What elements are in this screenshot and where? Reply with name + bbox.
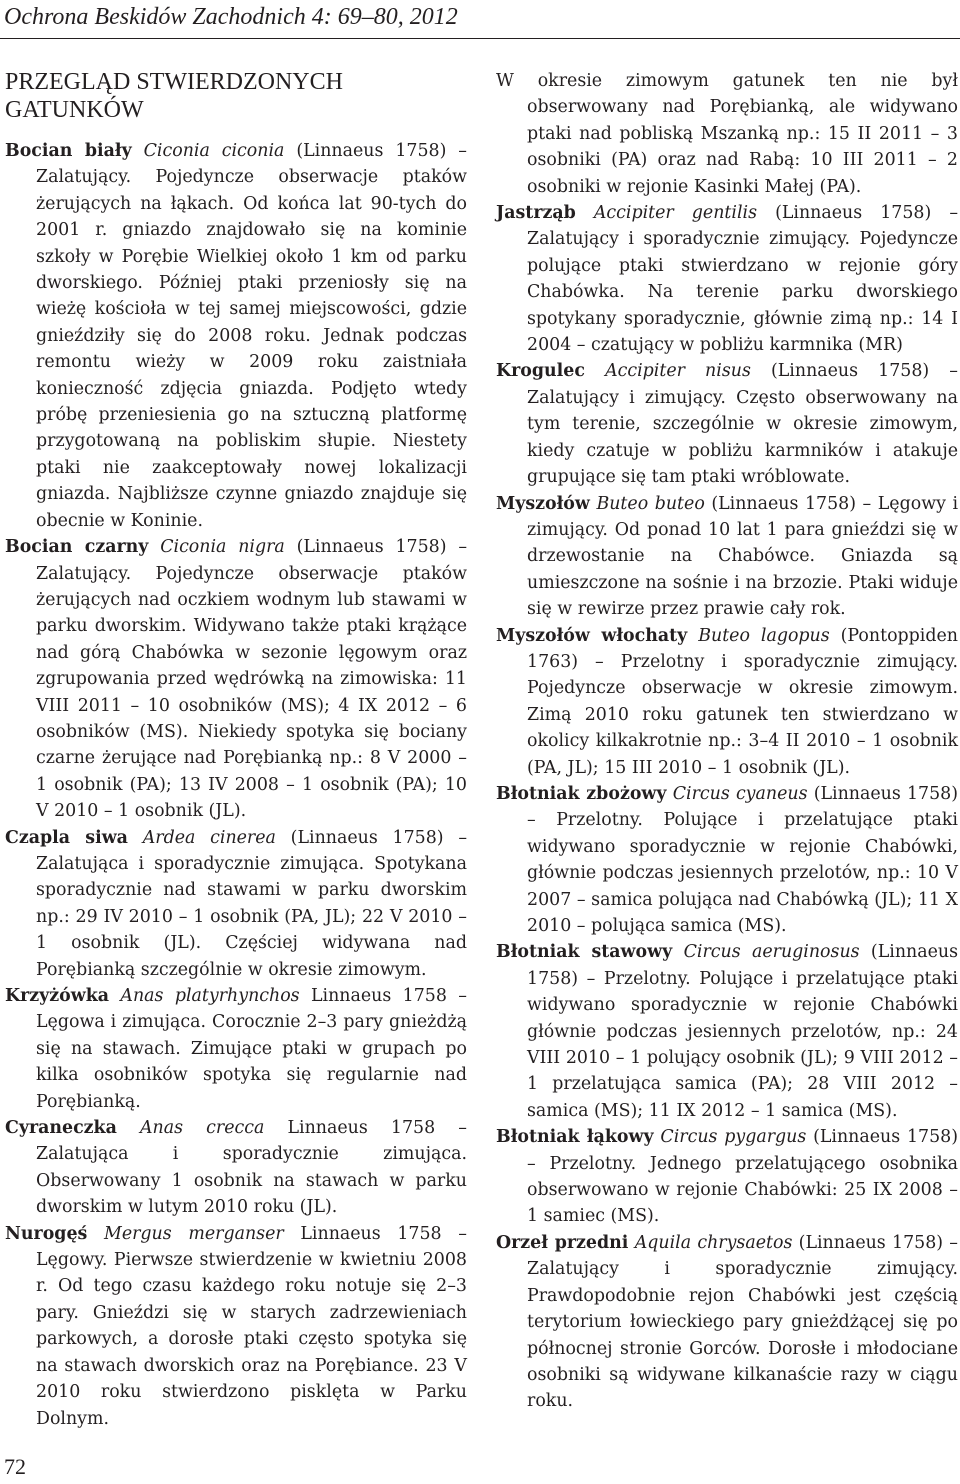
species-description: Linnaeus 1758 – Zalatująca i sporadycznie zimująca. Obserwowany 1 osobnik na stawach w parku dworskim w lutym 2010 roku (JL). — [36, 1118, 467, 1218]
species-latin-name: Buteo buteo — [596, 493, 705, 514]
species-description: (Linnaeus 1758) – Zalatujący i sporadycznie zimujący. Pojedyncze polujące ptaki stwierdzano w rejonie góry Chabówka. Na terenie parku dworskiego spotykany sporadycznie, głównie zimą np.: 14 I 2004 – czatujący w pobliżu karmnika (MR) — [527, 203, 959, 356]
section-title: PRZEGLĄD STWIERDZONYCH GATUNKÓW — [5, 69, 343, 123]
species-common-name: Błotniak łąkowy — [496, 1127, 654, 1148]
species-common-name: Bocian biały — [5, 141, 132, 161]
species-description: Linnaeus 1758 – Lęgowa i zimująca. Corocznie 2–3 pary gnieżdżą się na stawach. Zimujące ptaki w grupach po kilka osobników spotyka się regularnie nad Porębianką. — [36, 986, 467, 1112]
species-entry — [5, 138, 467, 534]
species-description: (Linnaeus 1758) – Zalatujący. Pojedyncze obserwacje ptaków żerujących nad oczkiem wodnym lub stawami w parku dworskim. Widywano także ptaki krążące nad górą Chabówka w sezonie lęgowym oraz zgrupowania przed wędrówką na zimowiska: 11 VIII 2011 – 10 osobników (MS); 4 IX 2012 – 6 osobników (MS). Niekiedy spotyka się bociany czarne żerujące nad Porębianką np.: 8 V 2000 – 1 osobnik (PA); 13 IV 2008 – 1 osobnik (PA); 10 V 2010 – 1 osobnik (JL). — [36, 537, 468, 822]
species-latin-name: Accipiter nisus — [605, 361, 751, 382]
species-latin-name: Ardea cinerea — [142, 827, 276, 848]
species-entry — [496, 200, 958, 358]
species-common-name: Myszołów — [496, 493, 590, 514]
species-description: (Linnaeus 1758) – Zalatujący. Pojedyncze obserwacje ptaków żerujących na łąkach. Od końca lat 90-tych do 2001 r. gniazdo znajdowało się na kominie szkoły w Porębie Wielkiej około 1 km od parku dworskiego. Później ptaki przeniosły się na wieżę kościoła w tej samej miejscowości, gdzie gnieździły się do 2008 roku. Jednak podczas remontu wieży w 2009 roku zaistniała konieczność zdjęcia gniazda. Podjęto wtedy próbę przeniesienia go na sztuczną platformę przygotowaną na pobliskim słupie. Niestety ptaki nie zaakceptowały nowej lokalizacji gniazda. Najbliższe czynne gniazdo znajduje się obecnie w Koninie. — [36, 141, 467, 531]
species-description: (Linnaeus 1758) – Przelotny. Polujące i przelatujące ptaki widywano sporadycznie w rejonie Chabówki głównie podczas jesiennych przelotów, np.: 24 VIII 2010 – 1 polujący osobnik (JL); 9 VIII 2012 – 1 przelatująca samica (PA); 28 VIII 2012 – samica (MS); 11 IX 2012 – 1 samica (MS). — [527, 942, 959, 1121]
species-common-name: Błotniak stawowy — [496, 942, 673, 963]
species-description: (Linnaeus 1758) – Zalatujący i zimujący. Często obserwowany na tym terenie, szczególnie w okresie zimowym, kiedy czatuje w pobliżu karmników i atakuje grupujące się tam ptaki wróblowate. — [527, 361, 959, 488]
species-entry — [496, 1124, 958, 1230]
species-entry — [5, 825, 467, 983]
species-description: (Linnaeus 1758) – Lęgowy i zimujący. Od ponad 10 lat 1 para gnieździ się w drzewostanie na Chabówce. Gniazda są umieszczone na sośnie i na brzozie. Ptaki widuje się w rewirze przez prawie cały rok. — [527, 493, 959, 620]
species-latin-name: Circus aeruginosus — [683, 942, 860, 963]
species-common-name: Krogulec — [496, 361, 585, 382]
species-latin-name: Ciconia ciconia — [143, 141, 285, 161]
species-latin-name: Ciconia nigra — [160, 537, 285, 558]
header-rule — [0, 38, 960, 39]
species-entry — [496, 358, 958, 490]
species-description: (Pontoppiden 1763) – Przelotny i sporadycznie zimujący. Pojedyncze obserwacje w okresie zimowym. Zimą 2010 roku gatunek ten stwierdzano w okolicy kilkakrotnie np.: 3–4 II 2010 – 1 osobnik (PA, JL); 15 III 2010 – 1 osobnik (JL). — [527, 625, 958, 778]
species-entry — [496, 781, 958, 939]
species-common-name: Jastrząb — [496, 203, 576, 224]
species-description: (Linnaeus 1758) – Przelotny. Polujące i przelatujące ptaki widywano sporadycznie w rejonie Chabówki, głównie podczas jesiennych przelotów, np.: 10 V 2007 – samica polująca nad Chabówką (JL); 11 X 2010 – polująca samica (MS). — [527, 783, 959, 936]
species-description: Linnaeus 1758 – Lęgowy. Pierwsze stwierdzenie w kwietniu 2008 r. Od tego czasu każdego roku notuje się 2–3 pary. Gnieździ się w starych zadrzewieniach parkowych, a dorosłe ptaki często spotyka się na stawach dworskich oraz na Porębiance. 23 V 2010 roku stwierdzono pisklęta w Parku Dolnym. — [36, 1223, 467, 1429]
species-latin-name: Circus pygargus — [660, 1127, 807, 1148]
species-latin-name: Anas platyrhynchos — [120, 986, 300, 1006]
species-common-name: Myszołów włochaty — [496, 625, 688, 646]
species-common-name: Krzyżówka — [5, 986, 110, 1006]
species-common-name: Błotniak zbożowy — [496, 783, 667, 804]
species-latin-name: Mergus merganser — [104, 1223, 284, 1244]
species-description: (Linnaeus 1758) – Zalatujący i sporadycznie zimujący. Prawdopodobnie rejon Chabówki jest częścią terytorium łowieckiego pary gnieżdżącej się po północnej stronie Gorców. Dorosłe i młodociane osobniki są widywane kilkanaście razy w ciągu roku. — [527, 1232, 959, 1412]
species-common-name: Czapla siwa — [5, 827, 128, 848]
right-column — [496, 68, 958, 1415]
species-common-name: Orzeł przedni — [496, 1232, 629, 1253]
species-entry — [5, 1115, 467, 1221]
species-latin-name: Buteo lagopus — [698, 625, 830, 646]
species-common-name: Nurogęś — [5, 1223, 88, 1244]
species-entry-continued — [496, 68, 958, 200]
species-entry — [5, 534, 467, 824]
species-entry — [5, 983, 467, 1115]
species-latin-name: Accipiter gentilis — [593, 203, 758, 224]
species-common-name: Bocian czarny — [5, 537, 149, 558]
species-entry — [496, 491, 958, 623]
species-entry — [496, 939, 958, 1124]
species-latin-name: Circus cyaneus — [672, 783, 808, 804]
species-latin-name: Aquila chrysaetos — [634, 1232, 793, 1253]
running-head: Ochrona Beskidów Zachodnich 4: 69–80, 2012 — [4, 4, 458, 30]
species-entry — [496, 1230, 958, 1415]
species-description: (Linnaeus 1758) – Zalatująca i sporadycznie zimująca. Spotykana sporadycznie nad stawami w parku dworskim np.: 29 IV 2010 – 1 osobnik (PA, JL); 22 V 2010 – 1 osobnik (JL). Częściej widywana nad Porębianką szczególnie w okresie zimowym. — [36, 827, 468, 980]
species-latin-name: Anas crecca — [140, 1118, 265, 1139]
page-number: 72 — [4, 1454, 26, 1479]
species-description: W okresie zimowym gatunek ten nie był obserwowany nad Porębianką, ale widywano ptaki nad pobliską Mszanką np.: 15 II 2011 – 3 osobniki (PA) oraz nad Rabą: 10 III 2011 – 2 osobniki w rejonie Kasinki Małej (PA). — [496, 71, 958, 197]
species-common-name: Cyraneczka — [5, 1118, 117, 1139]
left-column — [5, 68, 467, 1432]
species-entry — [496, 623, 958, 781]
species-entry — [5, 1221, 467, 1432]
species-description: (Linnaeus 1758) – Przelotny. Jednego przelatującego osobnika obserwowano w rejonie Chabówki: 25 IX 2008 – 1 samiec (MS). — [527, 1127, 958, 1227]
